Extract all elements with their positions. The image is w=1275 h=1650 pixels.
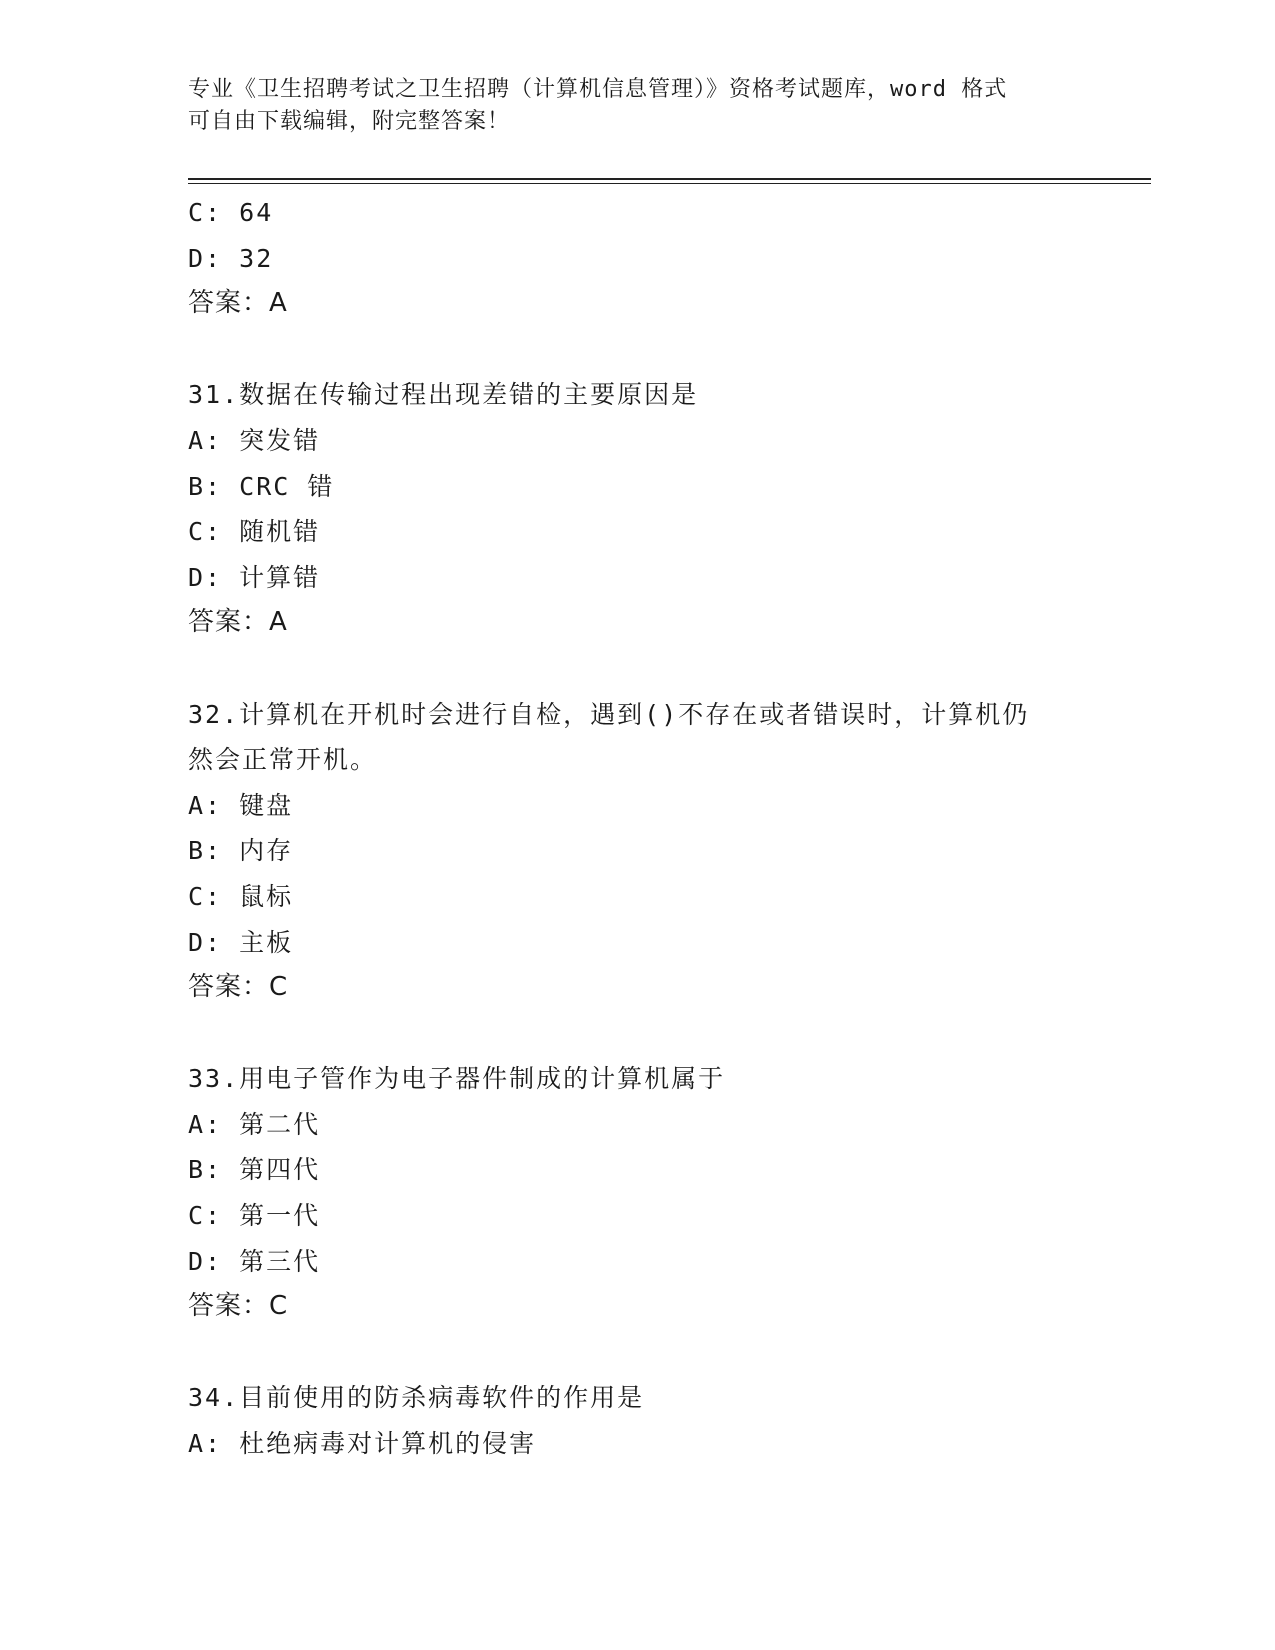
question-stem: 32.计算机在开机时会进行自检，遇到()不存在或者错误时，计算机仍 xyxy=(188,699,1030,729)
header-line-1: 专业《卫生招聘考试之卫生招聘（计算机信息管理）》资格考试题库，word 格式 xyxy=(188,77,1008,102)
answer: 答案：C xyxy=(188,972,289,1003)
header-rule-thick xyxy=(188,178,1151,180)
option-d: D: 32 xyxy=(188,243,274,273)
question-stem: 34.目前使用的防杀病毒软件的作用是 xyxy=(188,1383,645,1413)
option-a: A: 键盘 xyxy=(188,790,294,820)
option-b: B: CRC 错 xyxy=(188,471,335,501)
option-c: C: 第一代 xyxy=(188,1201,321,1231)
option-b: B: 内存 xyxy=(188,836,294,866)
answer: 答案：C xyxy=(188,1291,289,1322)
question-stem-cont: 然会正常开机。 xyxy=(188,745,378,775)
question-33 xyxy=(188,1056,1088,1330)
answer: 答案：A xyxy=(188,288,288,319)
header-rule-thin xyxy=(188,183,1151,184)
question-list xyxy=(188,190,1088,1467)
question-stem: 33.用电子管作为电子器件制成的计算机属于 xyxy=(188,1064,726,1094)
option-d: D: 第三代 xyxy=(188,1246,321,1276)
option-a: A: 第二代 xyxy=(188,1109,321,1139)
option-c: C: 64 xyxy=(188,198,274,227)
question-32 xyxy=(188,692,1088,1011)
header-line-2: 可自由下载编辑，附完整答案！ xyxy=(188,109,511,134)
answer: 答案：A xyxy=(188,607,288,638)
option-d: D: 主板 xyxy=(188,927,294,957)
option-a: A: 突发错 xyxy=(188,425,321,455)
question-34 xyxy=(188,1375,1088,1466)
question-stem: 31.数据在传输过程出现差错的主要原因是 xyxy=(188,380,699,410)
option-c: C: 鼠标 xyxy=(188,881,294,911)
document-header xyxy=(188,74,1068,138)
option-d: D: 计算错 xyxy=(188,562,321,592)
previous-question-tail xyxy=(188,190,1088,327)
option-c: C: 随机错 xyxy=(188,517,321,547)
option-b: B: 第四代 xyxy=(188,1155,321,1185)
question-31 xyxy=(188,372,1088,646)
option-a: A: 杜绝病毒对计算机的侵害 xyxy=(188,1429,537,1459)
